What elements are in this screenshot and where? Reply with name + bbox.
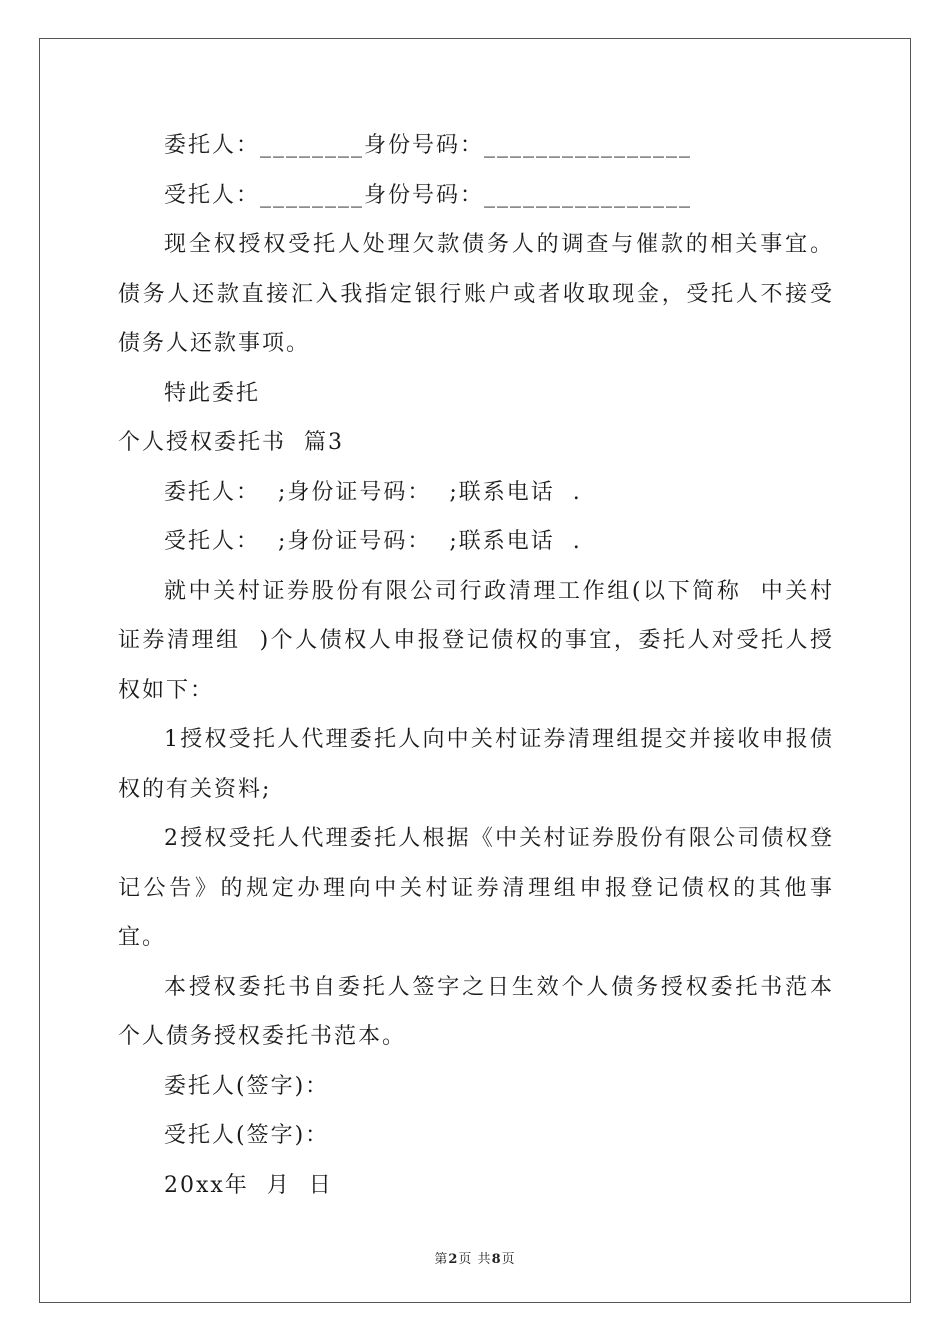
paragraph-hereby: 特此委托 <box>164 380 261 406</box>
document-page <box>39 38 911 1303</box>
footer-suffix: 页 <box>501 1252 516 1267</box>
footer-total-pages: 8 <box>491 1252 502 1267</box>
paragraph-effective: 本授权委托书自委托人签字之日生效个人债务授权委托书范本个人债务授权委托书范本。 <box>118 974 834 1049</box>
paragraph-item-1: 1授权受托人代理委托人向中关村证券清理组提交并接收申报债权的有关资料; <box>118 727 834 802</box>
paragraph-client-id: 委托人：________身份号码：________________ <box>164 133 693 158</box>
paragraph-agent-id: 受托人：________身份号码：________________ <box>164 182 693 208</box>
signature-date: 20xx年 月 日 <box>164 1172 333 1198</box>
paragraph-authorization: 现全权授权受托人处理欠款债务人的调查与催款的相关事宜。债务人还款直接汇入我指定银行账户或者收取现金，受托人不接受债务人还款事项。 <box>118 232 834 356</box>
paragraph-agent-info: 受托人： ;身份证号码： ;联系电话 . <box>164 529 582 554</box>
section-title: 个人授权委托书 篇3 <box>118 430 344 455</box>
page-footer <box>40 1248 910 1267</box>
paragraph-item-2: 2授权受托人代理委托人根据《中关村证券股份有限公司债权登记公告》的规定办理向中关村证券清理组申报登记债权的其他事宜。 <box>118 826 834 950</box>
signature-agent: 受托人(签字)： <box>164 1123 330 1148</box>
footer-middle: 页 共 <box>458 1252 492 1267</box>
paragraph-purpose: 就中关村证券股份有限公司行政清理工作组(以下简称 中关村证券清理组 )个人债权人申报登记债权的事宜，委托人对受托人授权如下： <box>118 578 834 703</box>
paragraph-client-info: 委托人： ;身份证号码： ;联系电话 . <box>164 479 582 505</box>
footer-page-number: 2 <box>448 1252 459 1267</box>
document-body <box>118 121 834 1210</box>
footer-prefix: 第 <box>434 1252 449 1267</box>
signature-client: 委托人(签字)： <box>164 1073 330 1099</box>
